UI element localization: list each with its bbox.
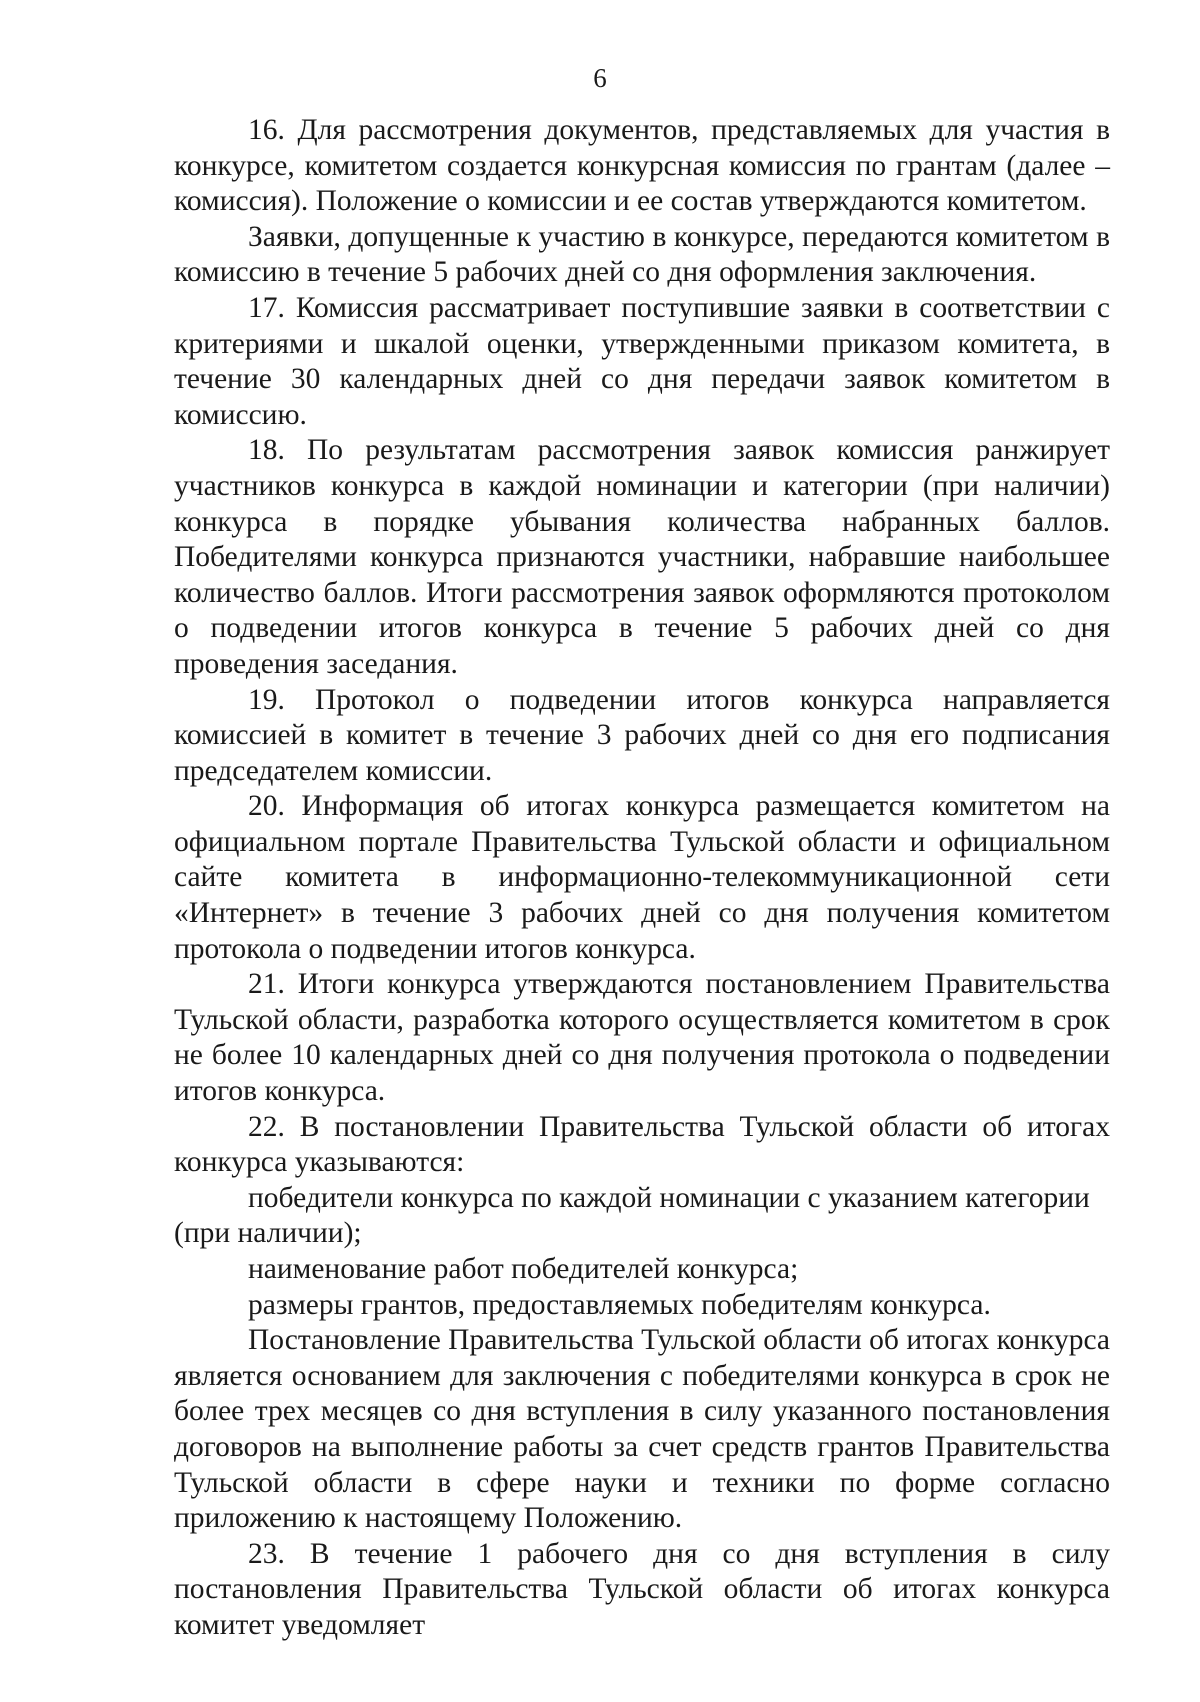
paragraph-18: 18. По результатам рассмотрения заявок комиссия ранжирует участников конкурса в каждой номинации и категории (при наличии) конкурса в порядке убывания количества набранных баллов. Победителями конкурса признаются участники, набравшие наибольшее количество баллов. Итоги рассмотрения заявок оформляются протоколом о подведении итогов конкурса в течение 5 рабочих дней со дня проведения заседания. — [174, 434, 1110, 680]
document-body — [174, 113, 1110, 1644]
page-number: 6 — [593, 63, 607, 93]
list-item-winners: победители конкурса по каждой номинации с указанием категории (при наличии); — [174, 1181, 1090, 1250]
paragraph-21: 21. Итоги конкурса утверждаются постановлением Правительства Тульской области, разработка которого осуществляется комитетом в срок не более 10 календарных дней со дня получения протокола о подведении итогов конкурса. — [174, 968, 1110, 1108]
paragraph-17: 17. Комиссия рассматривает поступившие заявки в соответствии с критериями и шкалой оценки, утвержденными приказом комитета, в течение 30 календарных дней со дня передачи заявок комитетом в комиссию. — [174, 291, 1110, 431]
paragraph-16-applications: Заявки, допущенные к участию в конкурсе, передаются комитетом в комиссию в течение 5 рабочих дней со дня оформления заключения. — [174, 220, 1110, 289]
paragraph-20: 20. Информация об итогах конкурса размещается комитетом на официальном портале Правительства Тульской области и официальном сайте комитета в информационно-телекоммуникационной сети «Интернет» в течение 3 рабочих дней со дня получения комитетом протокола о подведении итогов конкурса. — [174, 790, 1110, 965]
paragraph-22-resolution: Постановление Правительства Тульской области об итогах конкурса является основанием для заключения с победителями конкурса в срок не более трех месяцев со дня вступления в силу указанного постановления договоров на выполнение работы за счет средств грантов Правительства Тульской области в сфере науки и техники по форме согласно приложению к настоящему Положению. — [174, 1324, 1111, 1535]
list-item-works: наименование работ победителей конкурса; — [248, 1253, 799, 1285]
paragraph-22: 22. В постановлении Правительства Тульской области об итогах конкурса указываются: — [174, 1110, 1110, 1179]
list-item-grant-sizes: размеры грантов, предоставляемых победителям конкурса. — [248, 1288, 991, 1321]
paragraph-23: 23. В течение 1 рабочего дня со дня вступления в силу постановления Правительства Тульской области об итогах конкурса комитет уведомляет — [174, 1537, 1110, 1641]
paragraph-19: 19. Протокол о подведении итогов конкурса направляется комиссией в комитет в течение 3 рабочих дней со дня его подписания председателем комиссии. — [174, 683, 1110, 787]
paragraph-16: 16. Для рассмотрения документов, представляемых для участия в конкурсе, комитетом создается конкурсная комиссия по грантам (далее – комиссия). Положение о комиссии и ее состав утверждаются комитетом. — [174, 114, 1110, 218]
